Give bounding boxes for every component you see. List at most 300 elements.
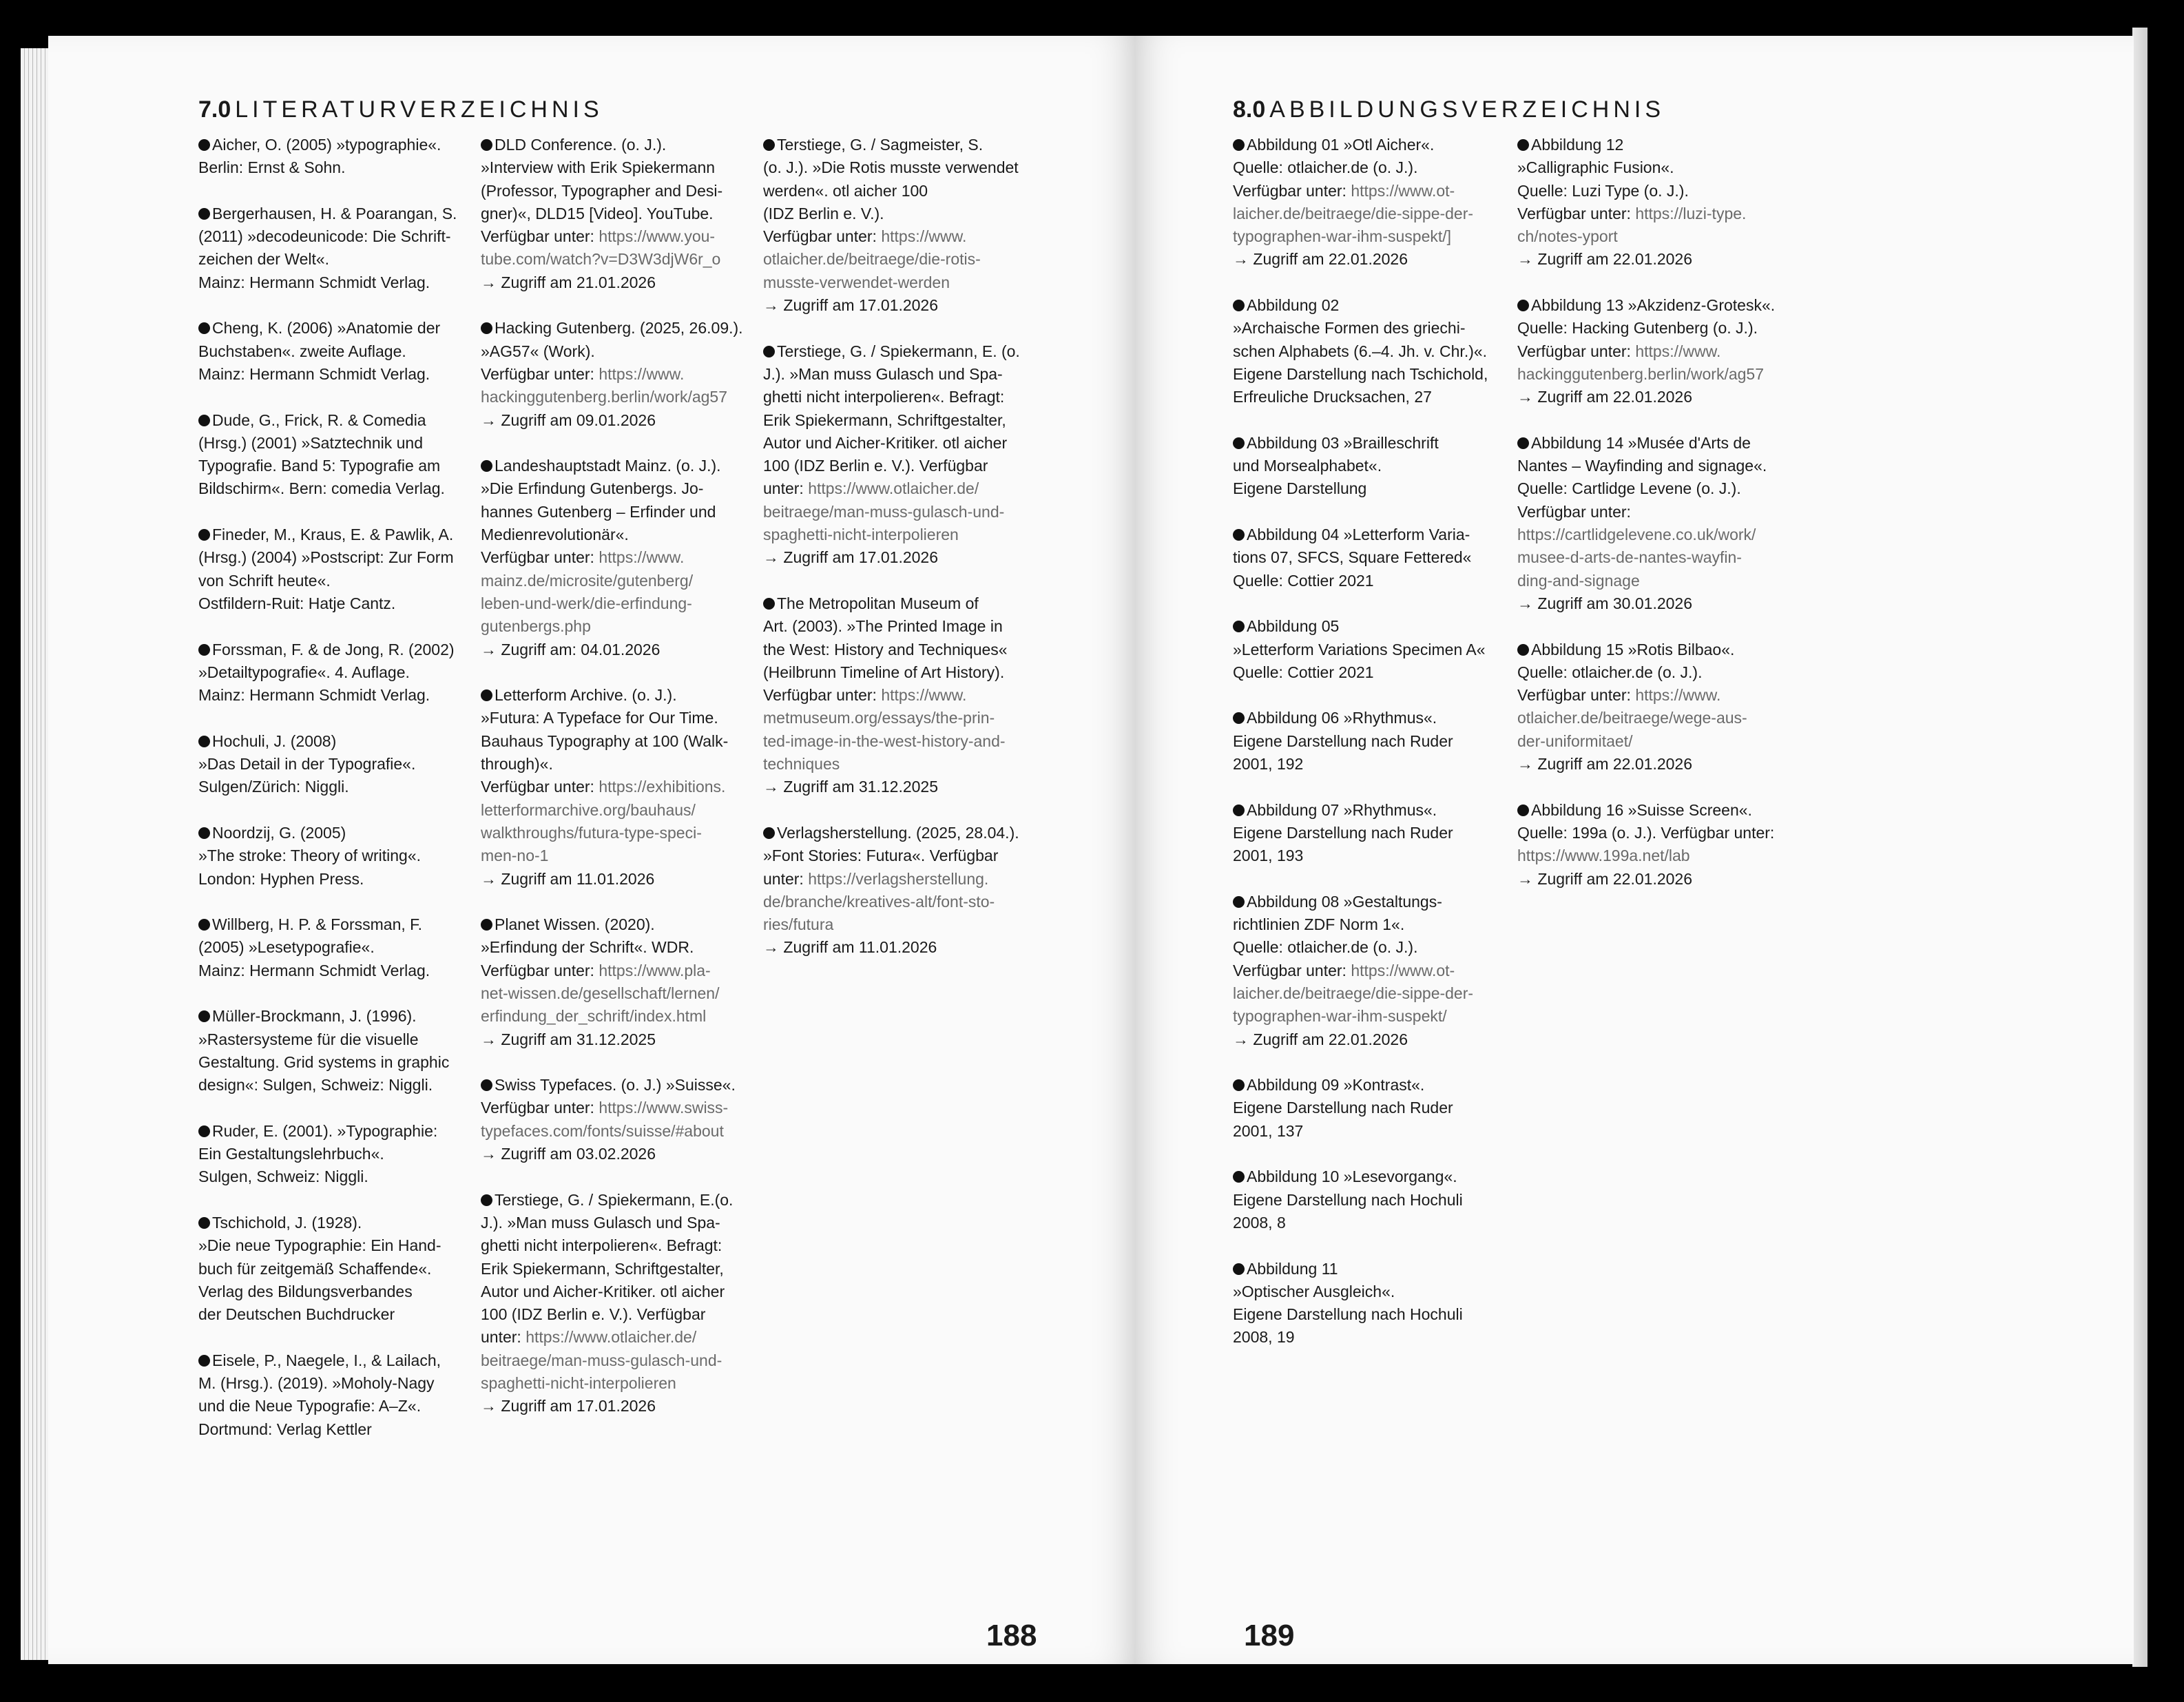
- url-text: spaghetti-nicht-interpolieren: [481, 1374, 676, 1393]
- url-text: https://www.: [881, 227, 967, 246]
- entry-line: [763, 156, 1046, 179]
- bullet-dot-icon: [1233, 529, 1245, 541]
- entry-line: [1517, 340, 1807, 363]
- entry-text: Willberg, H. P. & Forssman, F.: [212, 915, 423, 934]
- entry-line: [481, 799, 756, 822]
- url-text: ch/notes-yport: [1517, 227, 1618, 246]
- entry-text: »Detailtypografie«. 4. Auflage.: [198, 663, 410, 681]
- entry-line: [481, 134, 756, 156]
- entry-text: DLD Conference. (o. J.).: [495, 136, 667, 154]
- entry-text: Abbildung 11: [1247, 1259, 1338, 1278]
- entry-text: »Das Detail in der Typografie«.: [198, 755, 416, 774]
- entry-line: [1233, 1028, 1505, 1051]
- entry-line: [481, 386, 756, 408]
- url-text: otlaicher.de/beitraege/die-rotis-: [763, 250, 981, 269]
- entry-line: [1233, 936, 1505, 959]
- reference-entry: [1233, 615, 1505, 684]
- entry-text: ghetti nicht interpolieren«. Befragt:: [481, 1236, 722, 1255]
- entry-line: [1517, 294, 1807, 317]
- entry-line: [481, 1326, 756, 1349]
- entry-line: [1233, 1303, 1505, 1326]
- entry-text: 100 (IDZ Berlin e. V.). Verfügbar: [481, 1305, 706, 1324]
- reference-entry: [763, 340, 1046, 570]
- bullet-dot-icon: [763, 598, 775, 610]
- entry-text: Noordzij, G. (2005): [212, 823, 346, 842]
- reference-entry: [198, 134, 470, 180]
- entry-text: 2001, 137: [1233, 1121, 1304, 1140]
- url-text: mainz.de/microsite/gutenberg/: [481, 571, 694, 590]
- entry-line: [198, 868, 470, 891]
- entry-text: »Interview with Erik Spiekermann: [481, 158, 716, 177]
- entry-line: [481, 546, 756, 569]
- entry-line: [1233, 570, 1505, 592]
- bibliography-column-3: [763, 134, 1046, 982]
- entry-text: und die Neue Typografie: A–Z«.: [198, 1397, 422, 1415]
- entry-text: Verlagsherstellung. (2025, 28.04.).: [777, 823, 1019, 842]
- entry-line: [481, 684, 756, 707]
- bullet-dot-icon: [198, 736, 210, 747]
- entry-text: »AG57« (Work).: [481, 342, 595, 360]
- entry-line: [1233, 340, 1505, 363]
- entry-text: Quelle: otlaicher.de (o. J.).: [1233, 158, 1418, 177]
- reference-entry: [1517, 294, 1807, 408]
- entry-line: [1517, 844, 1807, 867]
- entry-text: Quelle: otlaicher.de (o. J.).: [1517, 663, 1703, 681]
- entry-line: [481, 1097, 756, 1119]
- entry-line: [198, 1165, 470, 1188]
- entry-text: 2008, 19: [1233, 1328, 1295, 1347]
- url-text: hackinggutenberg.berlin/work/ag57: [1517, 364, 1765, 383]
- bullet-dot-icon: [1233, 712, 1245, 724]
- entry-text: Müller-Brockmann, J. (1996).: [212, 1007, 417, 1026]
- entry-line: [763, 180, 1046, 203]
- entry-line: [198, 523, 470, 546]
- url-text: https://www.swiss-: [599, 1099, 729, 1117]
- entry-text: »The stroke: Theory of writing«.: [198, 847, 421, 865]
- section-heading-abbildungen: [1233, 96, 1665, 123]
- entry-line: [1517, 868, 1807, 891]
- entry-line: [198, 225, 470, 248]
- entry-text: London: Hyphen Press.: [198, 869, 364, 888]
- entry-line: [1233, 959, 1505, 982]
- entry-text: von Schrift heute«.: [198, 571, 331, 590]
- entry-line: [198, 1074, 470, 1097]
- entry-line: [763, 455, 1046, 477]
- url-text: gutenbergs.php: [481, 617, 591, 636]
- bullet-dot-icon: [763, 139, 775, 151]
- entry-line: [198, 340, 470, 363]
- entry-line: [763, 844, 1046, 867]
- url-text: beitraege/man-muss-gulasch-und-: [763, 502, 1005, 521]
- reference-entry: [1233, 1258, 1505, 1349]
- heading-number: 7.0: [198, 96, 231, 123]
- entry-text: Verfügbar unter:: [1517, 342, 1636, 360]
- entry-text: »Letterform Variations Specimen A«: [1233, 640, 1486, 658]
- entry-line: [1517, 730, 1807, 753]
- entry-text: (IDZ Berlin e. V.).: [763, 204, 884, 222]
- bullet-dot-icon: [198, 919, 210, 931]
- entry-line: [481, 271, 756, 294]
- entry-line: [763, 753, 1046, 776]
- url-text: spaghetti-nicht-interpolieren: [763, 526, 959, 544]
- reference-entry: [1517, 134, 1807, 271]
- entry-text: → Zugriff am 22.01.2026: [1233, 250, 1408, 269]
- entry-text: richtlinien ZDF Norm 1«.: [1233, 915, 1405, 934]
- reference-entry: [1233, 1074, 1505, 1143]
- reference-entry: [198, 409, 470, 501]
- entry-line: [763, 891, 1046, 913]
- entry-line: [481, 1074, 756, 1097]
- entry-line: [481, 248, 756, 271]
- entry-text: J.). »Man muss Gulasch und Spa-: [481, 1213, 720, 1232]
- entry-text: Typografie. Band 5: Typografie am: [198, 457, 441, 475]
- entry-line: [763, 477, 1046, 500]
- bullet-dot-icon: [1233, 1079, 1245, 1091]
- entry-line: [1517, 822, 1807, 844]
- entry-text: Erfreuliche Drucksachen, 27: [1233, 388, 1432, 406]
- entry-line: [1233, 891, 1505, 913]
- url-text: https://www.ot-: [1351, 961, 1455, 979]
- entry-text: Eigene Darstellung nach Ruder: [1233, 823, 1453, 842]
- heading-number: 8.0: [1233, 96, 1266, 123]
- entry-line: [763, 868, 1046, 891]
- bullet-dot-icon: [198, 827, 210, 839]
- entry-line: [763, 340, 1046, 363]
- reference-entry: [198, 1212, 470, 1326]
- entry-text: Eigene Darstellung nach Ruder: [1233, 731, 1453, 750]
- entry-line: [198, 730, 470, 753]
- entry-text: Abbildung 16 »Suisse Screen«.: [1531, 800, 1752, 819]
- entry-line: [198, 1418, 470, 1441]
- bullet-dot-icon: [1233, 1171, 1245, 1183]
- left-page: [48, 36, 1135, 1664]
- entry-line: [1517, 134, 1807, 156]
- entry-text: Forssman, F. & de Jong, R. (2002): [212, 640, 455, 658]
- entry-line: [763, 707, 1046, 729]
- bullet-dot-icon: [1233, 896, 1245, 908]
- entry-line: [1233, 982, 1505, 1005]
- entry-line: [763, 936, 1046, 959]
- entry-line: [1233, 363, 1505, 386]
- entry-line: [1517, 570, 1807, 592]
- entry-text: (o. J.). »Die Rotis musste verwendet: [763, 158, 1019, 177]
- entry-text: Landeshauptstadt Mainz. (o. J.).: [495, 457, 721, 475]
- entry-line: [763, 822, 1046, 844]
- entry-line: [198, 317, 470, 340]
- entry-line: [1233, 1005, 1505, 1028]
- entry-line: [198, 661, 470, 684]
- entry-line: [481, 913, 756, 936]
- reference-entry: [198, 1120, 470, 1189]
- entry-text: Verfügbar unter:: [1233, 181, 1351, 200]
- entry-line: [481, 1005, 756, 1028]
- entry-line: [1233, 1120, 1505, 1143]
- bullet-dot-icon: [198, 1217, 210, 1229]
- reference-entry: [198, 730, 470, 799]
- entry-text: Abbildung 02: [1247, 296, 1340, 315]
- entry-line: [1517, 661, 1807, 684]
- entry-text: design«: Sulgen, Schweiz: Niggli.: [198, 1076, 433, 1094]
- reference-entry: [198, 822, 470, 891]
- entry-text: Bildschirm«. Bern: comedia Verlag.: [198, 479, 445, 498]
- entry-text: Cheng, K. (2006) »Anatomie der: [212, 319, 441, 338]
- entry-line: [198, 684, 470, 707]
- url-text: beitraege/man-muss-gulasch-und-: [481, 1351, 722, 1369]
- reference-entry: [198, 1349, 470, 1441]
- entry-text: → Zugriff am 17.01.2026: [763, 296, 938, 315]
- entry-text: Swiss Typefaces. (o. J.) »Suisse«.: [495, 1076, 736, 1094]
- entry-text: Abbildung 06 »Rhythmus«.: [1247, 709, 1437, 727]
- reference-entry: [198, 1005, 470, 1097]
- entry-text: »Die Erfindung Gutenbergs. Jo-: [481, 479, 704, 498]
- reference-entry: [481, 455, 756, 661]
- url-text: letterformarchive.org/bauhaus/: [481, 800, 696, 819]
- bullet-dot-icon: [198, 644, 210, 656]
- entry-text: Abbildung 07 »Rhythmus«.: [1247, 800, 1437, 819]
- entry-line: [198, 1051, 470, 1074]
- entry-text: Quelle: Cottier 2021: [1233, 663, 1374, 681]
- entry-text: J.). »Man muss Gulasch und Spa-: [763, 364, 1003, 383]
- bullet-dot-icon: [1517, 644, 1529, 656]
- entry-line: [1233, 1212, 1505, 1234]
- entry-text: »Die neue Typographie: Ein Hand-: [198, 1236, 441, 1255]
- bullet-dot-icon: [1517, 437, 1529, 449]
- url-text: https://www.otlaicher.de/: [808, 479, 979, 498]
- entry-line: [1517, 799, 1807, 822]
- entry-text: »Optischer Ausgleich«.: [1233, 1282, 1395, 1300]
- entry-text: → Zugriff am 17.01.2026: [481, 1397, 656, 1415]
- entry-text: »Calligraphic Fusion«.: [1517, 158, 1674, 177]
- entry-text: gner)«, DLD15 [Video]. YouTube.: [481, 204, 714, 222]
- url-text: men-no-1: [481, 847, 549, 865]
- entry-text: Erik Spiekermann, Schriftgestalter,: [481, 1259, 724, 1278]
- url-text: otlaicher.de/beitraege/wege-aus-: [1517, 709, 1747, 727]
- entry-text: 2001, 192: [1233, 755, 1304, 774]
- entry-text: Dude, G., Frick, R. & Comedia: [212, 411, 426, 429]
- entry-line: [481, 1258, 756, 1280]
- url-text: ding-and-signage: [1517, 571, 1640, 590]
- bullet-dot-icon: [481, 919, 492, 931]
- entry-line: [1517, 363, 1807, 386]
- reference-entry: [481, 913, 756, 1051]
- entry-text: Eigene Darstellung: [1233, 479, 1367, 498]
- entry-text: und Morsealphabet«.: [1233, 457, 1382, 475]
- entry-line: [1517, 592, 1807, 615]
- entry-line: [198, 592, 470, 615]
- entry-text: Verfügbar unter:: [481, 227, 599, 246]
- reference-entry: [763, 134, 1046, 317]
- reference-entry: [198, 317, 470, 386]
- url-text: https://cartlidgelevene.co.uk/work/: [1517, 526, 1756, 544]
- bullet-dot-icon: [1517, 139, 1529, 151]
- entry-line: [1233, 134, 1505, 156]
- entry-line: [481, 936, 756, 959]
- entry-line: [763, 501, 1046, 523]
- entry-text: Verfügbar unter:: [481, 364, 599, 383]
- entry-line: [481, 477, 756, 500]
- entry-text: → Zugriff am 22.01.2026: [1517, 869, 1692, 888]
- url-text: leben-und-werk/die-erfindung-: [481, 594, 692, 612]
- entry-text: through)«.: [481, 755, 553, 774]
- entry-text: »Futura: A Typeface for Our Time.: [481, 709, 718, 727]
- figures-column-2: [1517, 134, 1807, 913]
- bullet-dot-icon: [1233, 621, 1245, 632]
- url-text: https://www.ot-: [1351, 181, 1455, 200]
- entry-line: [481, 592, 756, 615]
- entry-line: [1233, 913, 1505, 936]
- entry-text: Abbildung 12: [1531, 136, 1624, 154]
- bullet-dot-icon: [198, 1125, 210, 1137]
- entry-line: [1233, 455, 1505, 477]
- reference-entry: [763, 592, 1046, 799]
- url-text: musste-verwendet-werden: [763, 273, 950, 291]
- entry-line: [198, 156, 470, 179]
- url-text: ted-image-in-the-west-history-and-: [763, 731, 1006, 750]
- entry-text: → Zugriff am 31.12.2025: [763, 778, 938, 796]
- entry-text: Quelle: Cartlidge Levene (o. J.).: [1517, 479, 1741, 498]
- entry-line: [198, 1143, 470, 1165]
- entry-text: Mainz: Hermann Schmidt Verlag.: [198, 364, 430, 383]
- entry-line: [481, 455, 756, 477]
- bullet-dot-icon: [1517, 300, 1529, 311]
- url-text: tube.com/watch?v=D3W3djW6r_o: [481, 250, 721, 269]
- entry-text: Verfügbar unter:: [1517, 686, 1636, 705]
- entry-text: zeichen der Welt«.: [198, 250, 330, 269]
- entry-line: [763, 271, 1046, 294]
- entry-line: [1233, 661, 1505, 684]
- entry-line: [1517, 156, 1807, 179]
- entry-line: [481, 1028, 756, 1051]
- entry-line: [198, 753, 470, 776]
- reference-entry: [1517, 432, 1807, 615]
- entry-line: [198, 639, 470, 661]
- url-text: typographen-war-ihm-suspekt/: [1233, 1007, 1447, 1026]
- bullet-dot-icon: [198, 1010, 210, 1022]
- reference-entry: [1233, 134, 1505, 271]
- entry-line: [763, 225, 1046, 248]
- entry-line: [1517, 317, 1807, 340]
- entry-line: [198, 936, 470, 959]
- entry-line: [763, 776, 1046, 798]
- entry-text: (2005) »Lesetypografie«.: [198, 938, 375, 957]
- entry-line: [1517, 684, 1807, 707]
- entry-text: der Deutschen Buchdrucker: [198, 1305, 395, 1324]
- url-text: https://www.pla-: [599, 961, 711, 979]
- entry-line: [481, 363, 756, 386]
- entry-line: [481, 1120, 756, 1143]
- entry-line: [1233, 639, 1505, 661]
- entry-text: (Hrsg.) (2004) »Postscript: Zur Form: [198, 548, 454, 567]
- reference-entry: [481, 684, 756, 891]
- entry-line: [1517, 707, 1807, 729]
- entry-text: Verfügbar unter:: [763, 686, 882, 705]
- url-text: https://www.: [1635, 342, 1721, 360]
- entry-text: → Zugriff am 17.01.2026: [763, 548, 938, 567]
- entry-text: werden«. otl aicher 100: [763, 181, 928, 200]
- page-number: 189: [1244, 1619, 1295, 1652]
- entry-line: [198, 1005, 470, 1028]
- url-text: https://www.: [1635, 686, 1721, 705]
- entry-text: (Hrsg.) (2001) »Satztechnik und: [198, 433, 423, 452]
- entry-line: [1233, 615, 1505, 638]
- entry-text: → Zugriff am 09.01.2026: [481, 411, 656, 429]
- entry-line: [1517, 753, 1807, 776]
- entry-line: [198, 363, 470, 386]
- entry-line: [198, 1303, 470, 1326]
- bullet-dot-icon: [198, 208, 210, 220]
- url-text: walkthroughs/futura-type-speci-: [481, 823, 702, 842]
- bullet-dot-icon: [1233, 139, 1245, 151]
- entry-text: Eigene Darstellung nach Ruder: [1233, 1099, 1453, 1117]
- entry-line: [1517, 248, 1807, 271]
- entry-text: → Zugriff am 11.01.2026: [763, 938, 937, 957]
- entry-line: [1233, 180, 1505, 203]
- entry-line: [198, 1280, 470, 1303]
- entry-line: [1233, 844, 1505, 867]
- entry-line: [481, 501, 756, 523]
- url-text: techniques: [763, 755, 840, 774]
- url-text: https://www.: [881, 686, 967, 705]
- entry-text: Erik Spiekermann, Schriftgestalter,: [763, 411, 1006, 429]
- entry-line: [481, 1189, 756, 1212]
- entry-text: 100 (IDZ Berlin e. V.). Verfügbar: [763, 457, 988, 475]
- url-text: https://www.you-: [599, 227, 716, 246]
- bullet-dot-icon: [198, 415, 210, 426]
- entry-line: [1233, 799, 1505, 822]
- entry-line: [481, 1395, 756, 1418]
- entry-line: [1233, 1326, 1505, 1349]
- entry-line: [763, 639, 1046, 661]
- entry-text: Verfügbar unter:: [481, 548, 599, 567]
- entry-line: [763, 248, 1046, 271]
- entry-text: Aicher, O. (2005) »typographie«.: [212, 136, 441, 154]
- url-text: der-uniformitaet/: [1517, 731, 1633, 750]
- entry-text: Eigene Darstellung nach Hochuli: [1233, 1305, 1463, 1324]
- url-text: metmuseum.org/essays/the-prin-: [763, 709, 995, 727]
- bullet-dot-icon: [481, 1194, 492, 1206]
- url-text: ries/futura: [763, 915, 834, 934]
- entry-line: [1233, 753, 1505, 776]
- entry-text: tions 07, SFCS, Square Fettered«: [1233, 548, 1472, 567]
- url-text: musee-d-arts-de-nantes-wayfin-: [1517, 548, 1742, 567]
- entry-text: Autor und Aicher-Kritiker. otl aicher: [763, 433, 1008, 452]
- entry-text: buch für zeitgemäß Schaffende«.: [198, 1259, 432, 1278]
- entry-line: [198, 844, 470, 867]
- entry-line: [1233, 1189, 1505, 1212]
- entry-line: [1517, 203, 1807, 225]
- url-text: https://www.otlaicher.de/: [526, 1328, 697, 1347]
- entry-text: Abbildung 04 »Letterform Varia-: [1247, 526, 1470, 544]
- entry-text: Verfügbar unter:: [1517, 204, 1636, 222]
- entry-text: Abbildung 14 »Musée d'Arts de: [1531, 433, 1751, 452]
- entry-text: → Zugriff am 22.01.2026: [1517, 755, 1692, 774]
- reference-entry: [1233, 294, 1505, 408]
- entry-text: schen Alphabets (6.–4. Jh. v. Chr.)«.: [1233, 342, 1488, 360]
- bullet-dot-icon: [198, 529, 210, 541]
- entry-text: → Zugriff am 11.01.2026: [481, 869, 655, 888]
- entry-line: [1233, 203, 1505, 225]
- entry-line: [481, 730, 756, 753]
- entry-line: [763, 386, 1046, 408]
- entry-line: [1233, 1097, 1505, 1119]
- entry-text: »Rastersysteme für die visuelle: [198, 1030, 419, 1048]
- entry-line: [198, 822, 470, 844]
- entry-line: [763, 523, 1046, 546]
- entry-line: [481, 180, 756, 203]
- reference-entry: [198, 913, 470, 982]
- entry-text: Letterform Archive. (o. J.).: [495, 686, 677, 705]
- bibliography-column-2: [481, 134, 756, 1441]
